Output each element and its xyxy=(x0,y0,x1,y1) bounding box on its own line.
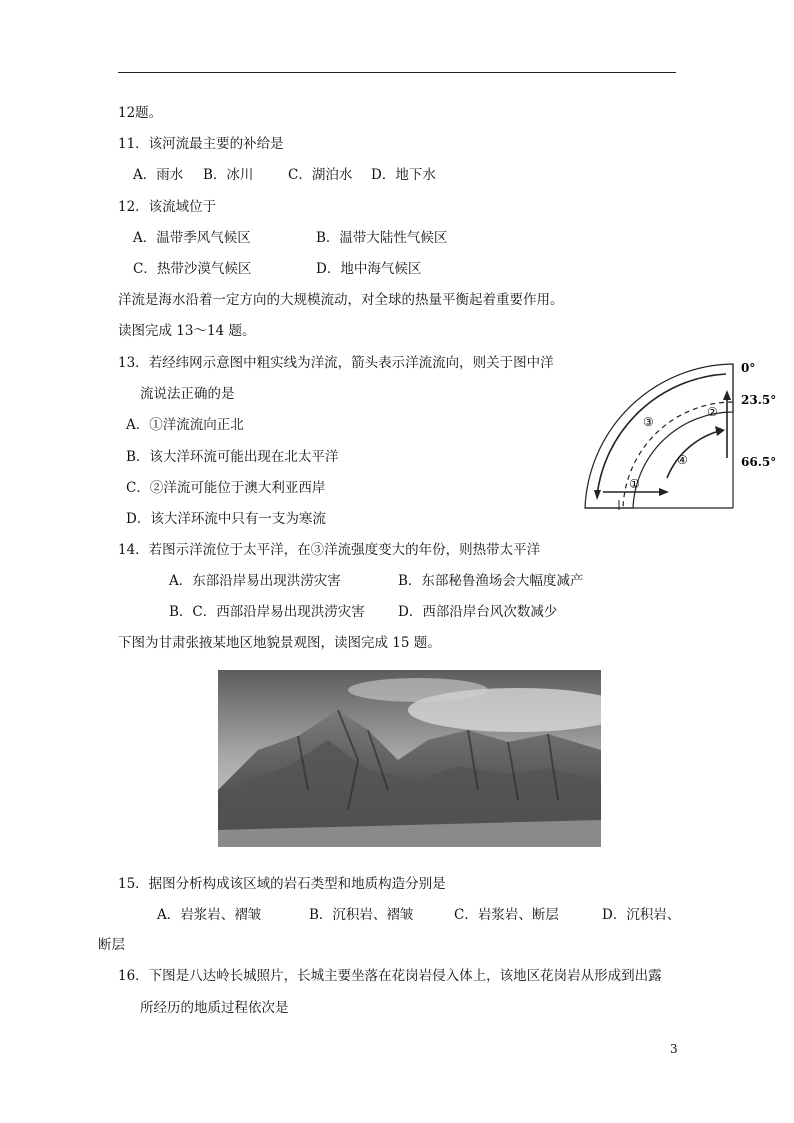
intro-read-figure: 读图完成 13～14 题。 xyxy=(118,323,256,339)
q15-option-c: C．岩浆岩、断层 xyxy=(454,907,559,923)
question-13-line2: 流说法正确的是 xyxy=(140,386,235,402)
current-2-arrowhead xyxy=(723,390,731,400)
q15-option-b: B．沉积岩、褶皱 xyxy=(309,907,414,923)
q15-option-d-continued: 断层 xyxy=(98,937,125,953)
q13-option-b: B．该大洋环流可能出现在北太平洋 xyxy=(126,449,339,465)
ocean-current-diagram xyxy=(583,358,788,510)
current-3-arrowhead xyxy=(594,490,601,500)
question-14: 14．若图示洋流位于太平洋，在③洋流强度变大的年份，则热带太平洋 xyxy=(118,542,541,558)
q11-option-d: D．地下水 xyxy=(371,167,436,183)
question-13-line1: 13．若经纬网示意图中粗实线为洋流，箭头表示洋流流向，则关于图中洋 xyxy=(118,355,554,371)
q11-option-b: B．冰川 xyxy=(203,167,254,183)
current-label-3: ③ xyxy=(643,415,654,429)
question-16-line1: 16．下图是八达岭长城照片，长城主要坐落在花岗岩侵入体上，该地区花岗岩从形成到出露 xyxy=(118,968,662,984)
lat-label-23-5: 23.5° xyxy=(741,393,777,407)
q11-option-a: A．雨水 xyxy=(133,167,184,183)
q14-option-b: B．东部秘鲁渔场会大幅度减产 xyxy=(398,573,584,589)
question-15: 15．据图分析构成该区域的岩石类型和地质构造分别是 xyxy=(118,876,446,892)
intro-ocean-currents: 洋流是海水沿着一定方向的大规模流动，对全球的热量平衡起着重要作用。 xyxy=(118,292,564,308)
q12-option-d: D．地中海气候区 xyxy=(316,261,422,277)
q15-option-d: D．沉积岩、 xyxy=(602,907,681,923)
lat-label-0: 0° xyxy=(741,361,756,375)
intro-landform: 下图为甘肃张掖某地区地貌景观图，读图完成 15 题。 xyxy=(118,635,441,651)
q14-option-d: D．西部沿岸台风次数减少 xyxy=(398,604,558,620)
q11-option-c: C．湖泊水 xyxy=(288,167,353,183)
lat-label-66-5: 66.5° xyxy=(741,455,777,469)
q13-option-d: D．该大洋环流中只有一支为寒流 xyxy=(126,511,326,527)
current-4-line xyxy=(667,430,723,478)
header-rule xyxy=(118,72,676,73)
current-4-arrowhead xyxy=(715,426,725,436)
continuation-text: 12题。 xyxy=(118,105,163,121)
landform-photo xyxy=(218,670,601,847)
q13-option-a: A．①洋流流向正北 xyxy=(126,417,244,433)
q14-option-c: B．C．西部沿岸易出现洪涝灾害 xyxy=(169,604,365,620)
current-label-2: ② xyxy=(707,405,718,419)
current-label-4: ④ xyxy=(677,453,688,467)
diagram-frame xyxy=(585,364,733,508)
page-number: 3 xyxy=(670,1042,678,1056)
q14-option-a: A．东部沿岸易出现洪涝灾害 xyxy=(169,573,341,589)
q13-option-c: C．②洋流可能位于澳大利亚西岸 xyxy=(126,480,326,496)
q12-option-c: C．热带沙漠气候区 xyxy=(133,261,252,277)
question-11: 11．该河流最主要的补给是 xyxy=(118,136,284,152)
q12-option-a: A．温带季风气候区 xyxy=(133,230,251,246)
current-1-arrowhead xyxy=(659,488,669,496)
question-16-line2: 所经历的地质过程依次是 xyxy=(140,1000,289,1016)
current-label-1: ① xyxy=(629,477,640,491)
q12-option-b: B．温带大陆性气候区 xyxy=(316,230,448,246)
q15-option-a: A．岩浆岩、褶皱 xyxy=(157,907,262,923)
question-12: 12．该流域位于 xyxy=(118,199,217,215)
